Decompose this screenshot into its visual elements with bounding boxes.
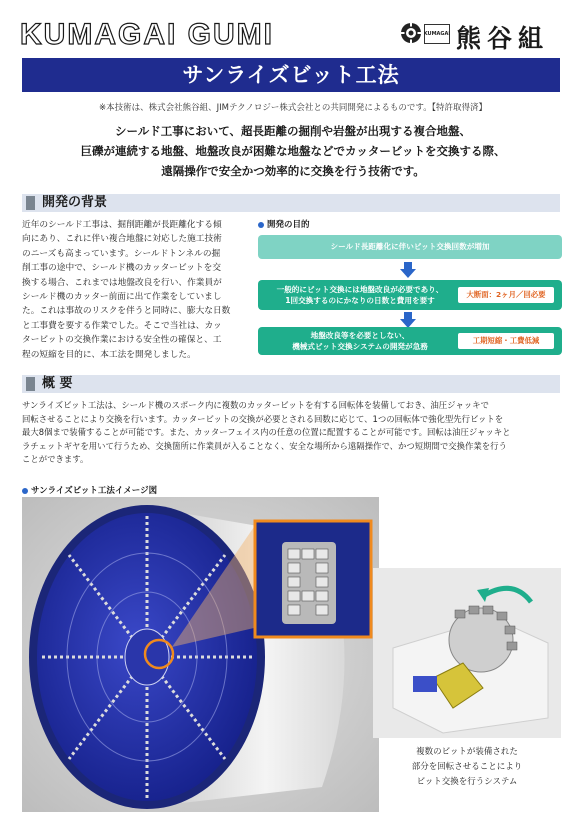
text-line: タービットの交換作業における安全性の確保と、工 (22, 335, 222, 346)
purpose-badge-benefit: 工期短縮・工費低減 (458, 333, 554, 349)
text-line: 回転させることにより交換を行います。カッタービットの交換が必要とされる回数に応じて、1つの回転体で強化型先行ビットを (22, 413, 504, 424)
text-line: サンライズビット工法は、シールド機のスポーク内に複数のカッタービットを有する回転体を装備しておき、油圧ジャッキで (22, 400, 489, 410)
figure-caption (373, 745, 561, 790)
logo-box: KUMAGAI (424, 24, 450, 44)
purpose-box-3 (258, 327, 562, 355)
logo-kumagai-gumi: KUMAGAI GUMI (20, 18, 274, 51)
bit-rotor-illustration (373, 568, 561, 738)
patent-note: ※本技術は、株式会社熊谷組、JIMテクノロジー株式会社との共同開発によるものです。【特許取得済】 (98, 103, 488, 113)
text-line: た。これは事故のリスクを伴うと同時に、膨大な日数 (22, 306, 231, 317)
section-marker (26, 196, 35, 210)
bullet-icon (22, 488, 28, 494)
text-line: 削工事の途中で、シールド機のカッタービットを交 (22, 263, 222, 274)
text-line: 一般的にビット交換には地盤改良が必要であり、 (276, 285, 444, 294)
purpose-label-text: 開発の目的 (267, 220, 310, 230)
overview-text (22, 399, 567, 467)
company-mark-icon (400, 22, 422, 44)
purpose-box-1 (258, 235, 562, 259)
purpose-box-3-text (266, 330, 454, 352)
lead-line: 巨礫が連続する地盤、地盤改良が困難な地盤などでカッタービットを交換する際、 (80, 144, 506, 158)
text-line: ラチェットギヤを用いて行うため、交換箇所に作業員が入ることなく、安全な場所から遠隔操作で、かつ短期間で交換作業を行う (22, 440, 507, 451)
figure-label-text: サンライズビット工法イメージ図 (31, 486, 158, 496)
caption-line: 複数のビットが装備された (416, 747, 518, 757)
bullet-icon (258, 222, 264, 228)
text-line: 機械式ビット交換システムの開発が急務 (292, 342, 428, 351)
caption-line: ビット交換を行うシステム (416, 777, 518, 787)
purpose-box-2-text (266, 284, 454, 306)
lead-line: 遠隔操作で安全かつ効率的に交換を行う技術です。 (161, 164, 425, 178)
section-title: 開発の背景 (42, 195, 108, 210)
lead-text (0, 121, 586, 181)
figure-label (22, 484, 157, 496)
section-marker (26, 377, 35, 391)
section-header-overview (22, 375, 560, 393)
page-title: サンライズビット工法 (22, 58, 560, 92)
purpose-label (258, 218, 310, 230)
purpose-badge-duration: 大断面：2ヶ月／回必要 (458, 287, 554, 303)
text-line: 最大8個まで装備することが可能です。また、カッターフェイス内の任意の位置に配置することが可能です。回転は油圧ジャッキと (22, 427, 511, 438)
text-line: と工事費を要する作業でした。そこで当社は、カッ (22, 320, 222, 331)
text-line: 地盤改良等を必要としない、 (310, 331, 410, 340)
caption-line: 部分を回転させることにより (411, 762, 523, 772)
arrow-down-icon (400, 262, 416, 278)
text-line: 向にあり、これに伴い複合地盤に対応した施工技術 (22, 234, 222, 245)
section-title: 概 要 (42, 376, 73, 391)
section-header-background (22, 194, 560, 212)
logo-japanese: 熊谷組 (456, 24, 550, 53)
lead-line: シールド工事において、超長距離の掘削や岩盤が出現する複合地盤、 (114, 124, 472, 138)
text-line: 換する場合、これまでは地盤改良を行い、作業員が (22, 277, 222, 288)
text-line: 近年のシールド工事は、掘削距離が長距離化する傾 (22, 220, 222, 230)
background-text (22, 218, 248, 362)
text-line: シールド機のカッター前面に出て作業をしていまし (22, 292, 222, 303)
text-line: 程の短縮を目的に、本工法を開発しました。 (22, 349, 196, 360)
text-line: のニーズも高まっています。シールドトンネルの掘 (22, 248, 221, 259)
text-line: 1回交換するのにかなりの日数と費用を要す (285, 296, 435, 305)
text-line: ことができます。 (22, 454, 89, 465)
arrow-down-icon (400, 312, 416, 328)
purpose-box-1-text: シールド長距離化に伴いビット交換回数が増加 (330, 242, 490, 251)
purpose-box-2 (258, 280, 562, 310)
cutter-head-illustration (22, 497, 379, 812)
